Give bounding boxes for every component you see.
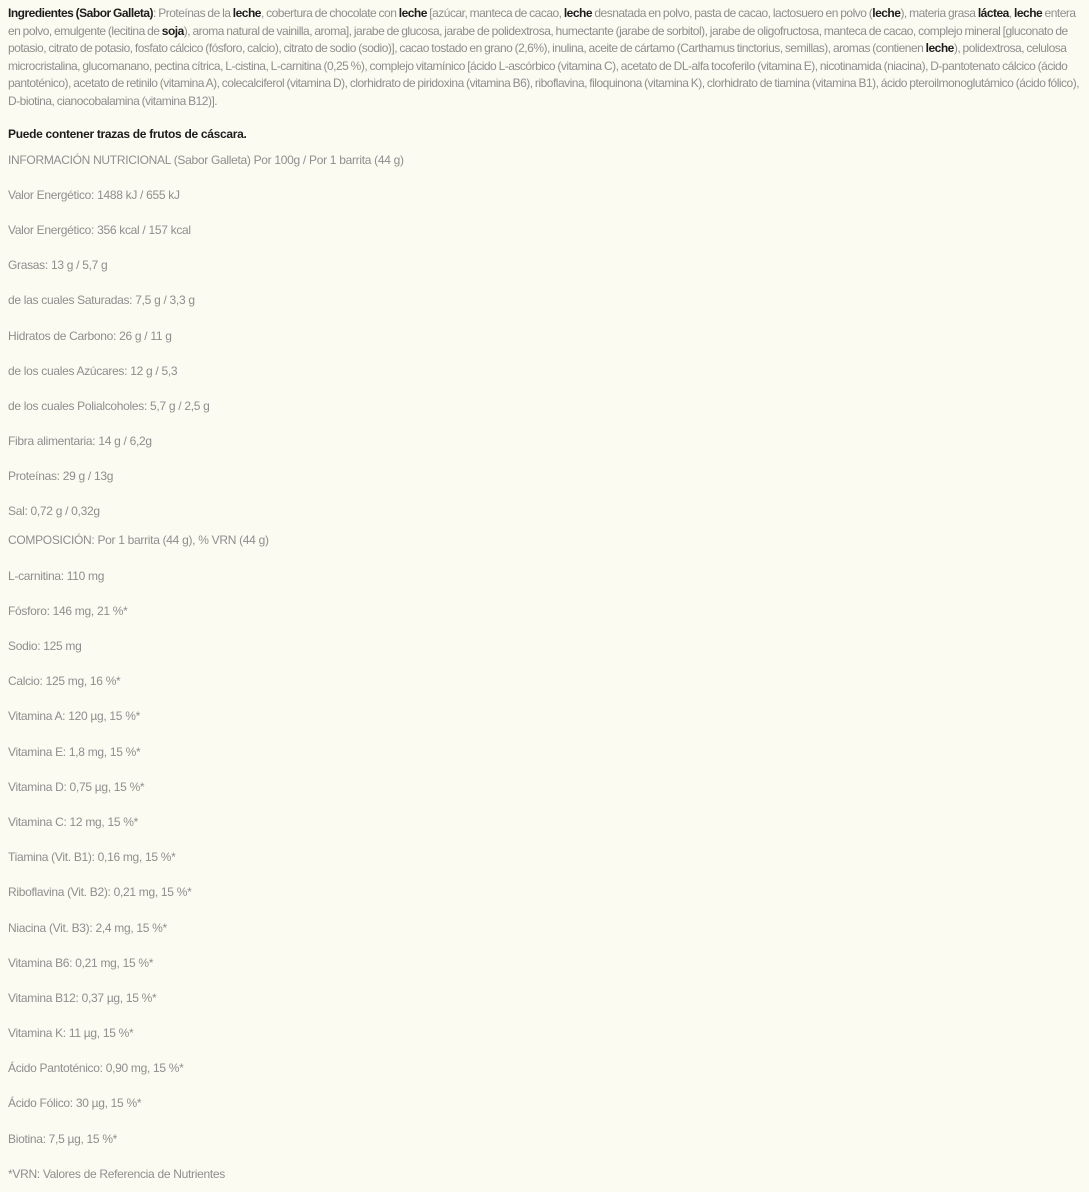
- product-info: [8, 5, 1084, 1183]
- ingredient-allergen: soja: [161, 23, 184, 38]
- composition-list: [8, 568, 1084, 1148]
- ingredient-text: [azúcar, manteca de cacao,: [426, 6, 564, 20]
- composition-row: Ácido Pantoténico: 0,90 mg, 15 %*: [8, 1061, 184, 1076]
- composition-row: Niacina (Vit. B3): 2,4 mg, 15 %*: [8, 920, 167, 935]
- ingredient-text: , cobertura de chocolate con: [260, 6, 399, 20]
- composition-row: Vitamina C: 12 mg, 15 %*: [8, 814, 138, 829]
- nutrition-row: Valor Energético: 1488 kJ / 655 kJ: [8, 187, 180, 202]
- composition-row: Fósforo: 146 mg, 21 %*: [8, 603, 128, 618]
- composition-row: Vitamina K: 11 µg, 15 %*: [8, 1026, 134, 1041]
- nutrition-row: Hidratos de Carbono: 26 g / 11 g: [8, 328, 172, 343]
- nutrition-row: de las cuales Saturadas: 7,5 g / 3,3 g: [8, 293, 195, 308]
- nutrition-row: Valor Energético: 356 kcal / 157 kcal: [8, 222, 191, 237]
- nutrition-row: de los cuales Azúcares: 12 g / 5,3: [8, 363, 178, 378]
- ingredient-allergen: leche: [563, 6, 593, 20]
- ingredient-allergen: Ingredientes (Sabor Galleta): [8, 6, 154, 20]
- nutrition-row: Fibra alimentaria: 14 g / 6,2g: [8, 434, 152, 449]
- allergen-traces-note: Puede contener trazas de frutos de cáscara.: [8, 126, 247, 141]
- ingredient-allergen: leche: [398, 6, 427, 20]
- nutrition-header: INFORMACIÓN NUTRICIONAL (Sabor Galleta) Por 100g / Por 1 barrita (44 g): [8, 152, 404, 167]
- composition-row: Vitamina E: 1,8 mg, 15 %*: [8, 744, 141, 759]
- ingredient-text: ), aroma natural de vainilla, aroma], jarabe de glucosa, jarabe de polidextrosa, humectante (jarabe de sorbitol), jarabe de oligofructosa, manteca de cacao, complejo mineral [gluconato de potasio, citrato de potasio, fosfato cálcico (fósforo, calcio), citrato de sodio (sodio)], cacao tostado en grano (2,6%), inulina, aceite de cártamo (Carthamus tinctorius, semillas), aromas (contienen: [8, 23, 1068, 56]
- vrn-footnote: *VRN: Valores de Referencia de Nutrientes: [8, 1166, 225, 1181]
- ingredients-paragraph: [8, 5, 1084, 111]
- ingredient-text: entera en polvo, emulgente (lecitina de: [8, 6, 1076, 38]
- nutrition-list: [8, 187, 1084, 521]
- composition-row: Calcio: 125 mg, 16 %*: [8, 674, 121, 689]
- ingredient-text: ,: [1008, 6, 1015, 20]
- composition-row: Vitamina B6: 0,21 mg, 15 %*: [8, 955, 154, 970]
- ingredient-allergen: leche: [1014, 6, 1043, 20]
- ingredient-text: desnatada en polvo, pasta de cacao, lactosuero en polvo (: [592, 6, 873, 20]
- ingredient-allergen: leche: [872, 6, 901, 20]
- ingredient-text: ), materia grasa: [900, 6, 978, 20]
- composition-header: COMPOSICIÓN: Por 1 barrita (44 g), % VRN (44 g): [8, 533, 269, 548]
- composition-row: L-carnitina: 110 mg: [8, 568, 105, 583]
- composition-row: Biotina: 7,5 µg, 15 %*: [8, 1131, 118, 1146]
- composition-row: Riboflavina (Vit. B2): 0,21 mg, 15 %*: [8, 885, 192, 900]
- composition-row: Ácido Fólico: 30 µg, 15 %*: [8, 1096, 142, 1111]
- ingredient-allergen: láctea: [977, 6, 1009, 20]
- composition-row: Vitamina A: 120 µg, 15 %*: [8, 709, 140, 724]
- composition-row: Vitamina D: 0,75 µg, 15 %*: [8, 779, 145, 794]
- composition-row: Tiamina (Vit. B1): 0,16 mg, 15 %*: [8, 850, 176, 865]
- ingredient-text: : Proteínas de la: [153, 6, 233, 20]
- nutrition-row: de los cuales Polialcoholes: 5,7 g / 2,5 g: [8, 398, 210, 413]
- nutrition-row: Sal: 0,72 g / 0,32g: [8, 504, 100, 519]
- composition-row: Sodio: 125 mg: [8, 639, 82, 653]
- ingredient-allergen: leche: [925, 41, 954, 56]
- ingredient-allergen: leche: [232, 6, 261, 20]
- ingredient-text: ), polidextrosa, celulosa microcristalina, glucomanano, pectina cítrica, L-cistina, L-carnitina (0,25 %), complejo vitamínico [ácido L-ascórbico (vitamina C), acetato de DL-alfa tocoferilo (vitamina E), nicotinamida (niacina), D-pantotenato cálcico (ácido pantoténico), acetato de retinilo (vitamina A), colecalciferol (vitamina D), clorhidrato de piridoxina (vitamina B6), riboflavina, filoquinona (vitamina K), clorhidrato de tiamina (vitamina B1), ácido pteroilmonoglutámico (ácido fólico), D-biotina, cianocobalamina (vitamina B12)].: [8, 41, 1080, 108]
- nutrition-row: Proteínas: 29 g / 13g: [8, 469, 114, 484]
- composition-row: Vitamina B12: 0,37 µg, 15 %*: [8, 990, 157, 1005]
- nutrition-row: Grasas: 13 g / 5,7 g: [8, 258, 108, 273]
